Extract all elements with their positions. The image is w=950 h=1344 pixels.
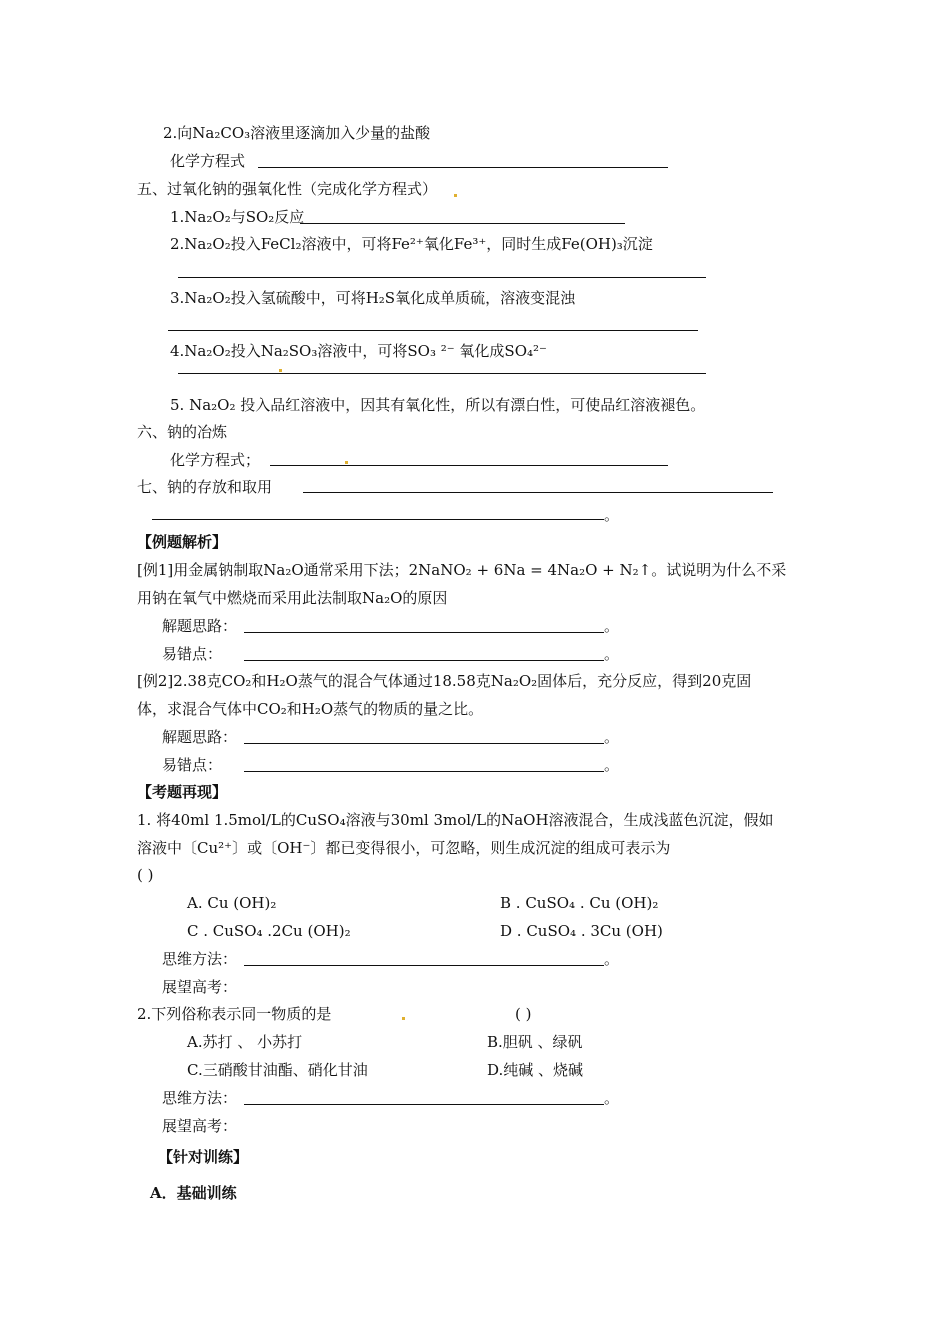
example2-line2: 体，求混合气体中CO₂和H₂O蒸气的物质的量之比。	[137, 700, 484, 718]
examples-heading: 【例题解析】	[137, 533, 228, 551]
example1-line2: 用钠在氧气中燃烧而采用此法制取Na₂O的原因	[137, 589, 448, 607]
example2-pitfall-label: 易错点：	[162, 756, 223, 774]
question2-option-c: C.三硝酸甘油酯、硝化甘油	[187, 1061, 368, 1079]
s6-heading: 六、钠的冶炼	[137, 423, 228, 441]
s5-item2-blank	[178, 277, 706, 278]
s6-eq-label: 化学方程式；	[170, 451, 261, 469]
end-mark: 。	[604, 756, 620, 774]
mark-dot	[454, 194, 457, 197]
s5-item1: 1.Na₂O₂与SO₂反应	[170, 208, 305, 226]
end-mark: 。	[604, 950, 620, 968]
s5-item2: 2.Na₂O₂投入FeCl₂溶液中，可将Fe²⁺氧化Fe³⁺，同时生成Fe(OH)₃沉淀	[170, 235, 653, 253]
example1-pitfall-label: 易错点：	[162, 645, 223, 663]
question1-line1: 1. 将40ml 1.5mol/L的CuSO₄溶液与30ml 3mol/L的NaOH溶液混合，生成浅蓝色沉淀，假如	[137, 811, 774, 829]
question2-method-blank	[244, 1104, 604, 1105]
question2-answer-paren: ( )	[515, 1005, 532, 1023]
mark-dot	[345, 461, 348, 464]
example2-idea-blank	[244, 743, 604, 744]
question1-option-c: C . CuSO₄ .2Cu (OH)₂	[187, 922, 351, 940]
example2-idea-label: 解题思路：	[162, 728, 238, 746]
example2-line1: [例2]2.38克CO₂和H₂O蒸气的混合气体通过18.58克Na₂O₂固体后，充分反应，得到20克固	[137, 672, 752, 690]
question1-option-d: D . CuSO₄ . 3Cu (OH)	[500, 922, 663, 940]
example1-idea-label: 解题思路：	[162, 617, 238, 635]
end-mark: 。	[604, 1089, 620, 1107]
s4-eq-blank	[258, 167, 668, 168]
example2-pitfall-blank	[244, 771, 604, 772]
s7-heading: 七、钠的存放和取用	[137, 478, 273, 496]
s5-item4-blank	[178, 373, 706, 374]
question1-method-blank	[244, 965, 604, 966]
question2-text: 2.下列俗称表示同一物质的是	[137, 1005, 332, 1023]
mark-dot	[402, 1017, 405, 1020]
s5-item3: 3.Na₂O₂投入氢硫酸中，可将H₂S氧化成单质硫，溶液变混浊	[170, 289, 576, 307]
question1-outlook-label: 展望高考：	[162, 978, 238, 996]
question1-line2: 溶液中〔Cu²⁺〕或〔OH⁻〕都已变得很小，可忽略，则生成沉淀的组成可表示为	[137, 839, 671, 857]
training-sub-a: A．基础训练	[150, 1184, 237, 1202]
question1-method-label: 思维方法：	[162, 950, 238, 968]
s5-item5: 5. Na₂O₂ 投入品红溶液中，因其有氧化性，所以有漂白性，可使品红溶液褪色。	[170, 396, 706, 414]
question2-option-a: A.苏打 、 小苏打	[187, 1033, 303, 1051]
question2-option-d: D.纯碱 、烧碱	[487, 1061, 584, 1079]
training-heading: 【针对训练】	[158, 1148, 249, 1166]
s5-item1-blank	[300, 223, 625, 224]
question2-option-b: B.胆矾 、绿矾	[487, 1033, 583, 1051]
s5-item3-blank	[168, 330, 698, 331]
question1-option-a: A. Cu (OH)₂	[187, 894, 277, 912]
example1-line1: [例1]用金属钠制取Na₂O通常采用下法；2NaNO₂ + 6Na = 4Na₂O + N₂↑。试说明为什么不采	[137, 561, 787, 579]
example1-pitfall-blank	[244, 660, 604, 661]
s7-end-mark: 。	[604, 506, 620, 524]
question1-answer-paren: ( )	[137, 866, 154, 884]
s5-item4: 4.Na₂O₂投入Na₂SO₃溶液中，可将SO₃ ²⁻ 氧化成SO₄²⁻	[170, 342, 547, 360]
s4-eq-label: 化学方程式	[170, 152, 246, 170]
s4-item2: 2.向Na₂CO₃溶液里逐滴加入少量的盐酸	[163, 124, 431, 142]
question2-outlook-label: 展望高考：	[162, 1117, 238, 1135]
exam-heading: 【考题再现】	[137, 783, 228, 801]
s5-heading: 五、过氧化钠的强氧化性（完成化学方程式）	[137, 180, 438, 198]
s6-eq-blank	[270, 465, 668, 466]
mark-dot	[279, 369, 282, 372]
question2-method-label: 思维方法：	[162, 1089, 238, 1107]
question1-option-b: B . CuSO₄ . Cu (OH)₂	[500, 894, 659, 912]
end-mark: 。	[604, 728, 620, 746]
end-mark: 。	[604, 617, 620, 635]
s7-blank-1	[303, 492, 773, 493]
s7-blank-2	[152, 519, 604, 520]
example1-idea-blank	[244, 632, 604, 633]
end-mark: 。	[604, 645, 620, 663]
